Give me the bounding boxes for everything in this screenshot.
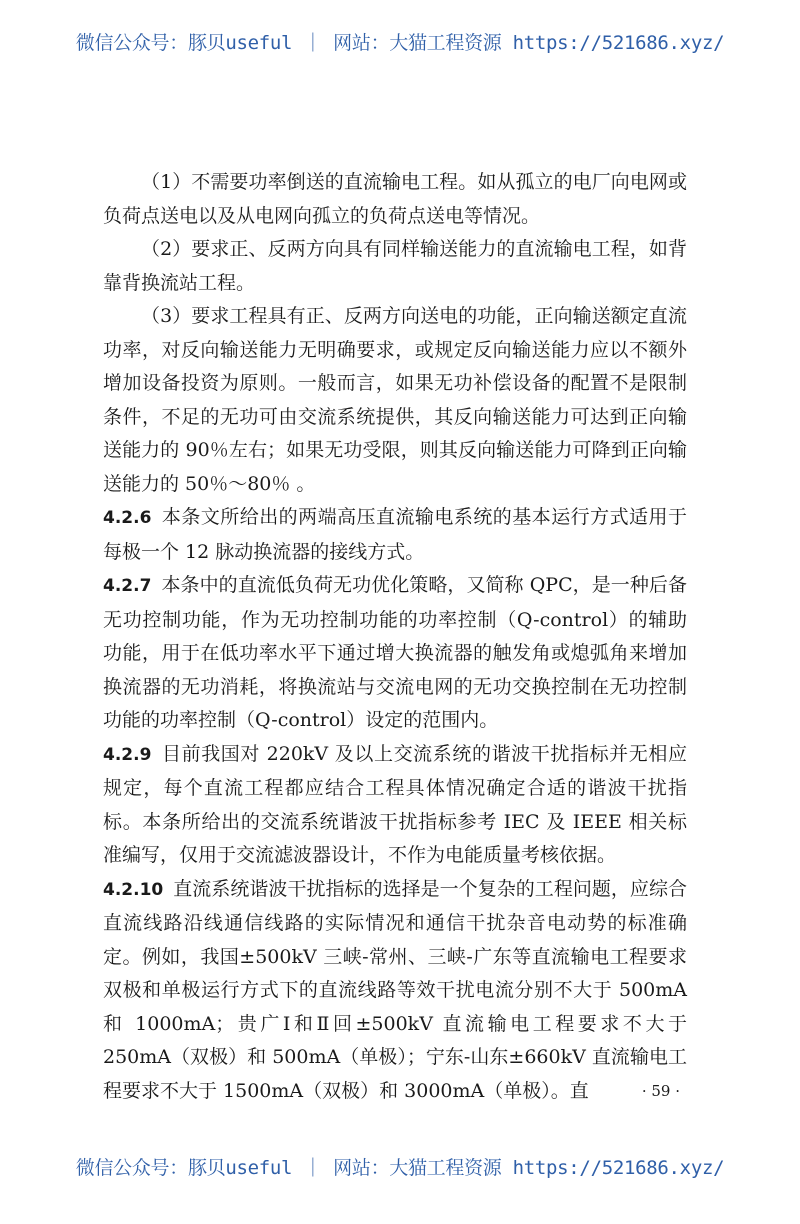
section-4-2-7: 4.2.7 本条中的直流低负荷无功优化策略，又简称 QPC，是一种后备无功控制功能，作为无功控制功能的功率控制（Q-control）的辅助功能，用于在低功率水平下通过增大换流器的触发角或熄弧角来增加换流器的无功消耗，将换流站与交流电网的无功交换控制在无功控制功能的功率控制（Q-control）设定的范围内。 (103, 574, 687, 731)
watermark-bottom: 微信公众号：豚贝useful ｜ 网站：大猫工程资源 https://521686.xyz/ (75, 1157, 725, 1179)
section-number: 4.2.9 (103, 744, 152, 765)
section-number: 4.2.6 (103, 508, 152, 528)
paragraph-1: （1）不需要功率倒送的直流输电工程。如从孤立的电厂向电网或负荷点送电以及从电网向孤立的负荷点送电等情况。 (103, 171, 687, 227)
section-number: 4.2.7 (103, 576, 152, 596)
paragraph-3: （3）要求工程具有正、反两方向送电的功能，正向输送额定直流功率，对反向输送能力无明确要求，或规定反向输送能力应以不额外增加设备投资为原则。一般而言，如果无功补偿设备的配置不是限制条件，不足的无功可由交流系统提供，其反向输送能力可达到正向输送能力的 90％左右；如果无功受限，则其反向输送能力可降到正向输送能力的 50％～80％ 。 (103, 305, 687, 495)
watermark-top: 微信公众号：豚贝useful ｜ 网站：大猫工程资源 https://521686.xyz/ (75, 32, 725, 54)
section-number: 4.2.10 (103, 879, 164, 900)
section-4-2-9: 4.2.9 目前我国对 220kV 及以上交流系统的谐波干扰指标并无相应规定，每个直流工程都应结合工程具体情况确定合适的谐波干扰指标。本条所给出的交流系统谐波干扰指标参考 IEC 及 IEEE 相关标准编写，仅用于交流滤波器设计，不作为电能质量考核依据。 (103, 742, 687, 866)
document-body (103, 166, 687, 1108)
section-4-2-6: 4.2.6 本条文所给出的两端高压直流输电系统的基本运行方式适用于每极一个 12 脉动换流器的接线方式。 (103, 506, 687, 563)
section-4-2-10: 4.2.10 直流系统谐波干扰指标的选择是一个复杂的工程问题，应综合直流线路沿线通信线路的实际情况和通信干扰杂音电动势的标准确定。例如，我国±500kV 三峡-常州、三峡-广东等直流输电工程要求双极和单极运行方式下的直流线路等效干扰电流分别不大于 500mA 和 1000mA；贵广Ⅰ和Ⅱ回±500kV 直流输电工程要求不大于 250mA（双极）和 500mA（单极）；宁东-山东±660kV 直流输电工程要求不大于 1500mA（双极）和 3000mA（单极）。直 (103, 877, 687, 1102)
page-number: · 59 · (641, 1082, 680, 1100)
paragraph-2: （2）要求正、反两方向具有同样输送能力的直流输电工程，如背靠背换流站工程。 (103, 238, 687, 294)
